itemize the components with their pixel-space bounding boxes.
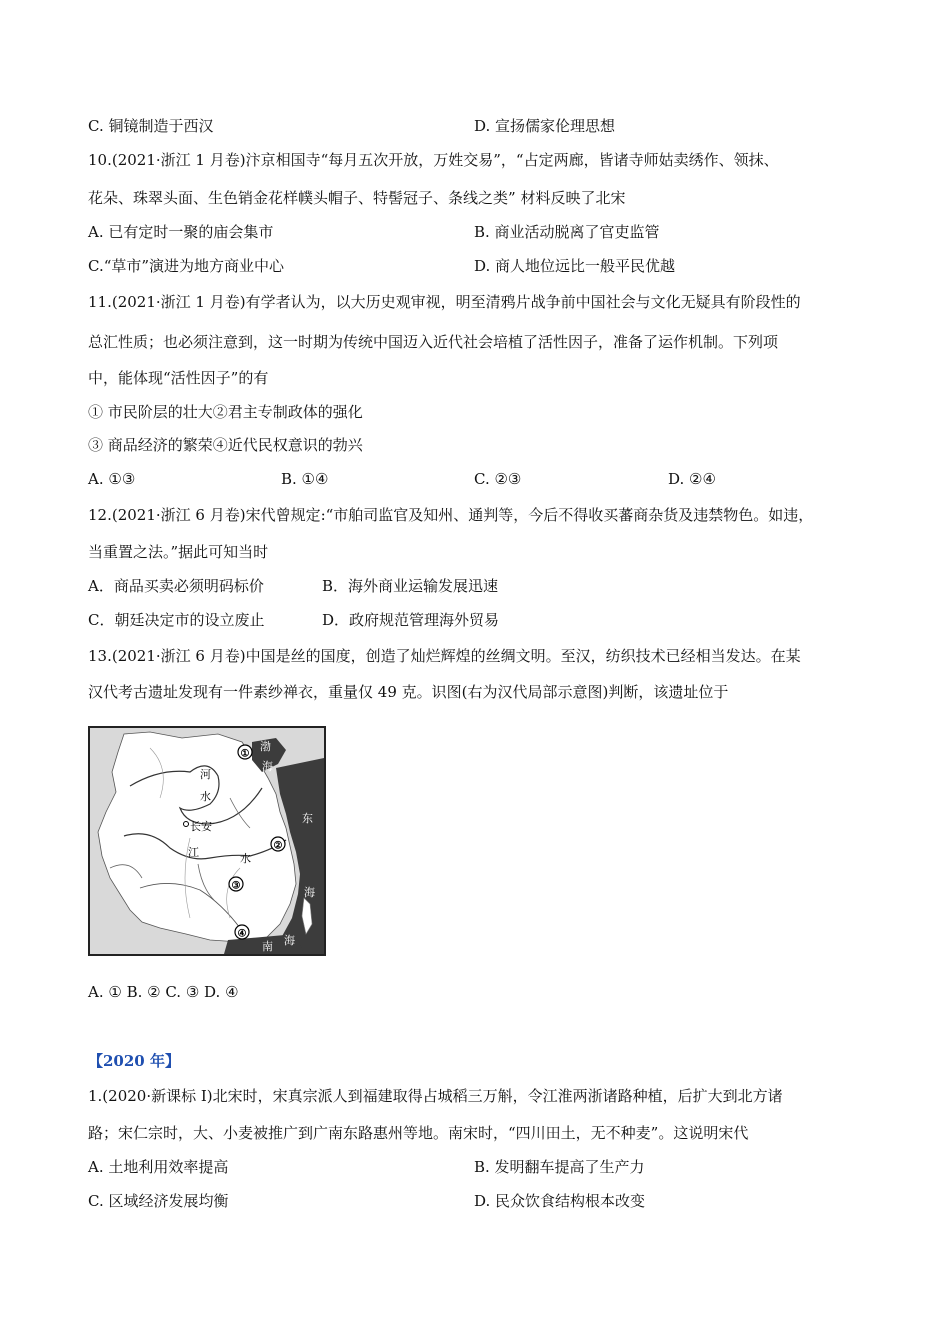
q10-option-d: D. 商人地位远比一般平民优越 [474, 257, 676, 275]
q11-option-d: D. ②④ [668, 470, 716, 488]
label-dong: 东 [302, 812, 313, 825]
q9-option-c: C. 铜镜制造于西汉 [88, 117, 214, 135]
label-bo: 渤 [260, 740, 271, 753]
label-nan: 南 [262, 940, 273, 953]
label-he: 河 [200, 768, 211, 781]
q11-option-a: A. ①③ [88, 470, 136, 488]
map-marker-1 [238, 745, 252, 760]
q11-item-line2: ③ 商品经济的繁荣④近代民权意识的勃兴 [88, 436, 363, 454]
svg-text:③: ③ [231, 880, 241, 892]
q12-stem-line1: 12.(2021·浙江 6 月卷)宋代曾规定:“市舶司监官及知州、通判等，今后不得收买蕃商杂货及违禁物色。如违， [88, 506, 814, 524]
svg-text:①: ① [240, 748, 250, 760]
svg-text:④: ④ [237, 928, 247, 940]
q12-option-c: C．朝廷决定市的设立废止 [88, 611, 265, 629]
q12-stem-line2: 当重置之法。”据此可知当时 [88, 543, 269, 561]
section-2020-header: 【2020 年】 [88, 1052, 180, 1070]
q11-item-line1: ① 市民阶层的壮大②君主专制政体的强化 [88, 403, 363, 421]
q10-option-b: B. 商业活动脱离了官吏监管 [474, 223, 660, 241]
q9-option-d: D. 宣扬儒家伦理思想 [474, 117, 616, 135]
svg-text:②: ② [273, 840, 283, 852]
q10-option-a: A. 已有定时一聚的庙会集市 [88, 223, 274, 241]
q12-option-d: D．政府规范管理海外贸易 [322, 611, 500, 629]
q2020-1-stem-line2: 路；宋仁宗时，大、小麦被推广到广南东路惠州等地。南宋时，“四川田土，无不种麦”。这说明宋代 [88, 1124, 749, 1142]
q11-option-c: C. ②③ [474, 470, 522, 488]
label-changan: 长安 [190, 820, 212, 833]
q10-stem-line2: 花朵、珠翠头面、生色销金花样幞头帽子、特髻冠子、条线之类” 材料反映了北宋 [88, 189, 626, 207]
q11-option-b: B. ①④ [281, 470, 329, 488]
q2020-1-stem-line1: 1.(2020·新课标 I)北宋时，宋真宗派人到福建取得占城稻三万斛，令江淮两浙诸路种植，后扩大到北方诸 [88, 1087, 783, 1105]
label-hai-bo: 海 [262, 760, 273, 773]
label-hai-nan: 海 [284, 934, 295, 947]
q11-stem-line2: 总汇性质；也必须注意到，这一时期为传统中国迈入近代社会培植了活性因子，准备了运作机制。下列项 [88, 333, 779, 351]
map-marker-2 [271, 837, 285, 852]
q10-stem-line1: 10.(2021·浙江 1 月卷)汴京相国寺“每月五次开放，万姓交易”，“占定两廊，皆诸寺师姑卖绣作、领抹、 [88, 151, 779, 169]
q2020-1-option-a: A. 土地利用效率提高 [88, 1158, 229, 1176]
q2020-1-option-c: C. 区域经济发展均衡 [88, 1192, 229, 1210]
q13-stem-line2: 汉代考古遗址发现有一件素纱禅衣，重量仅 49 克。识图(右为汉代局部示意图)判断，该遗址位于 [88, 683, 729, 701]
map-marker-4 [235, 925, 249, 940]
q13-options: A. ① B. ② C. ③ D. ④ [88, 983, 239, 1001]
label-hai-dong: 海 [304, 886, 315, 899]
q12-option-b: B．海外商业运输发展迅速 [322, 577, 499, 595]
label-shui-he: 水 [200, 790, 211, 803]
q2020-1-option-b: B. 发明翻车提高了生产力 [474, 1158, 645, 1176]
q13-stem-line1: 13.(2021·浙江 6 月卷)中国是丝的国度，创造了灿烂辉煌的丝绸文明。至汉，纺织技术已经相当发达。在某 [88, 647, 801, 665]
label-jiang: 江 [188, 846, 199, 859]
label-shui-jiang: 水 [240, 852, 251, 865]
map-marker-3 [229, 877, 243, 892]
q11-stem-line1: 11.(2021·浙江 1 月卷)有学者认为，以大历史观审视，明至清鸦片战争前中国社会与文化无疑具有阶段性的 [88, 293, 801, 311]
q2020-1-option-d: D. 民众饮食结构根本改变 [474, 1192, 646, 1210]
q12-option-a: A．商品买卖必须明码标价 [88, 577, 264, 595]
han-dynasty-map [88, 726, 326, 956]
q11-stem-line3: 中，能体现“活性因子”的有 [88, 369, 269, 387]
q10-option-c: C.“草市”演进为地方商业中心 [88, 257, 285, 275]
